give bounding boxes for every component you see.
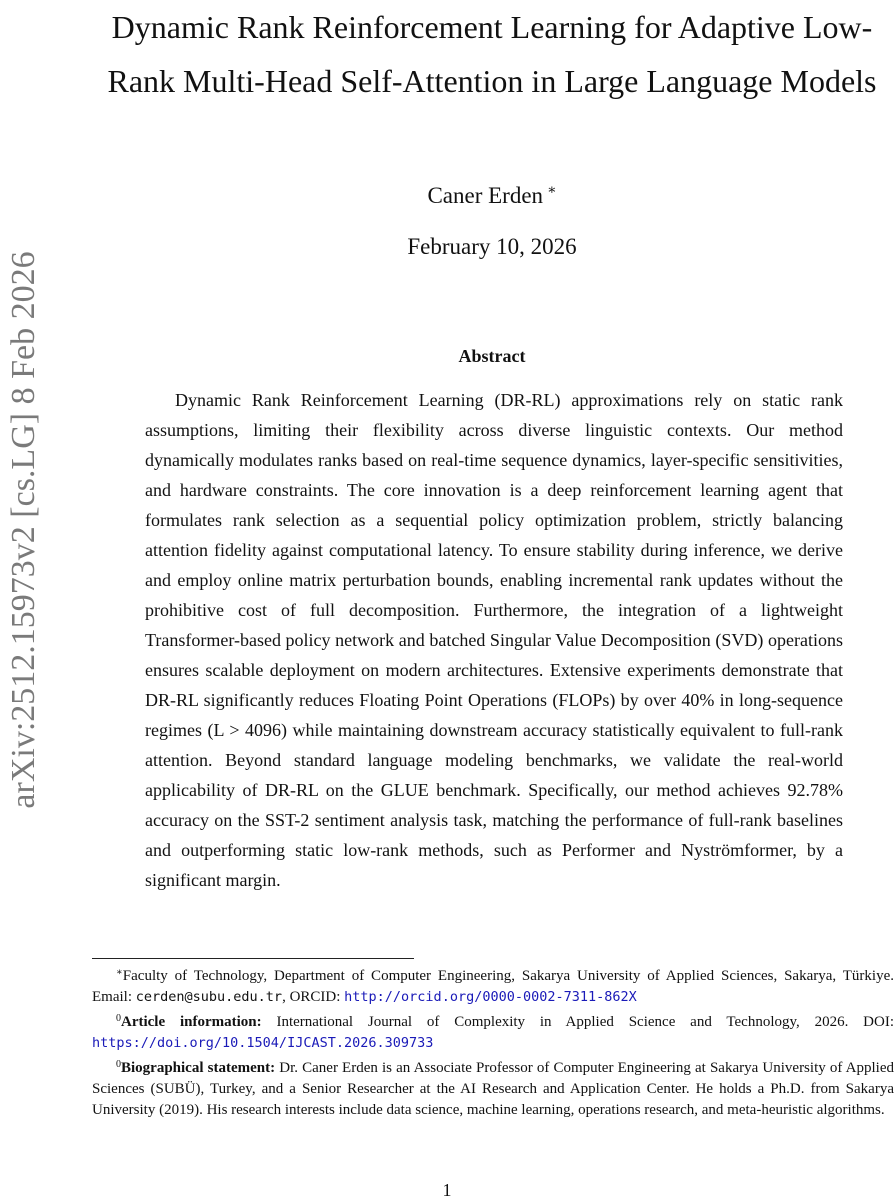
article-info-label: Article information: (121, 1014, 262, 1030)
abstract-heading: Abstract (458, 346, 526, 366)
affiliation-text: Faculty of Technology, Department of Computer Engineering, Sakarya University of Applied Sciences, Sakarya, Türkiye. Email: (92, 968, 894, 1005)
article-info-text: International Journal of Complexity in Applied Science and Technology, 2026. DOI: (261, 1014, 894, 1030)
page-number: 1 (442, 1180, 452, 1200)
doi-link[interactable]: https://doi.org/10.1504/IJCAST.2026.309733 (92, 1035, 434, 1051)
footnote-divider (92, 958, 414, 959)
paper-title: Dynamic Rank Reinforcement Learning for Adaptive Low-Rank Multi-Head Self-Attention in Large Language Models (107, 9, 877, 99)
author-footnote-mark[interactable]: ∗ (547, 183, 557, 198)
footnotes (92, 962, 894, 1121)
arxiv-sidebar-stamp (0, 230, 48, 830)
arxiv-identifier: arXiv:2512.15973v2 [cs.LG] 8 Feb 2026 (5, 251, 42, 809)
orcid-label: , ORCID: (282, 989, 345, 1005)
footnote-mark: 0 (116, 1059, 121, 1070)
footnote-mark: ∗ (116, 967, 123, 978)
biography-text: Dr. Caner Erden is an Associate Professor of Computer Engineering at Sakarya University of Applied Sciences (SUBÜ), Turkey, and a Senior Researcher at the AI Research and Application Center. He holds a Ph.D. from Sakarya University (2019). His research interests include data science, machine learning, operations research, and meta-heuristic algorithms. (92, 1060, 894, 1118)
footnote-mark: 0 (116, 1013, 121, 1024)
email-link[interactable]: cerden@subu.edu.tr (135, 989, 283, 1005)
footnote-affiliation (92, 962, 894, 1008)
biography-label: Biographical statement: (121, 1060, 276, 1076)
footnote-article-info (92, 1008, 894, 1054)
orcid-link[interactable]: http://orcid.org/0000-0002-7311-862X (344, 989, 637, 1005)
author-line (90, 182, 894, 209)
publication-date: February 10, 2026 (407, 234, 577, 259)
footnote-biography (92, 1054, 894, 1121)
author-name: Caner Erden (427, 183, 544, 208)
abstract-body: Dynamic Rank Reinforcement Learning (DR-RL) approximations rely on static rank assumptions, limiting their flexibility across diverse linguistic contexts. Our method dynamically modulates ranks based on real-time sequence dynamics, layer-specific sensitivities, and hardware constraints. The core innovation is a deep reinforcement learning agent that formulates rank selection as a sequential policy optimization problem, strictly balancing attention fidelity against computational latency. To ensure stability during inference, we derive and employ online matrix perturbation bounds, enabling incremental rank updates without the prohibitive cost of full decomposition. Furthermore, the integration of a lightweight Transformer-based policy network and batched Singular Value Decomposition (SVD) operations ensures scalable deployment on modern architectures. Extensive experiments demonstrate that DR-RL significantly reduces Floating Point Operations (FLOPs) by over 40% in long-sequence regimes (L > 4096) while maintaining downstream accuracy statistically equivalent to full-rank attention. Beyond standard language modeling benchmarks, we validate the real-world applicability of DR-RL on the GLUE benchmark. Specifically, our method achieves 92.78% accuracy on the SST-2 sentiment analysis task, matching the performance of full-rank baselines and outperforming static low-rank methods, such as Performer and Nyströmformer, by a significant margin. (145, 390, 843, 890)
